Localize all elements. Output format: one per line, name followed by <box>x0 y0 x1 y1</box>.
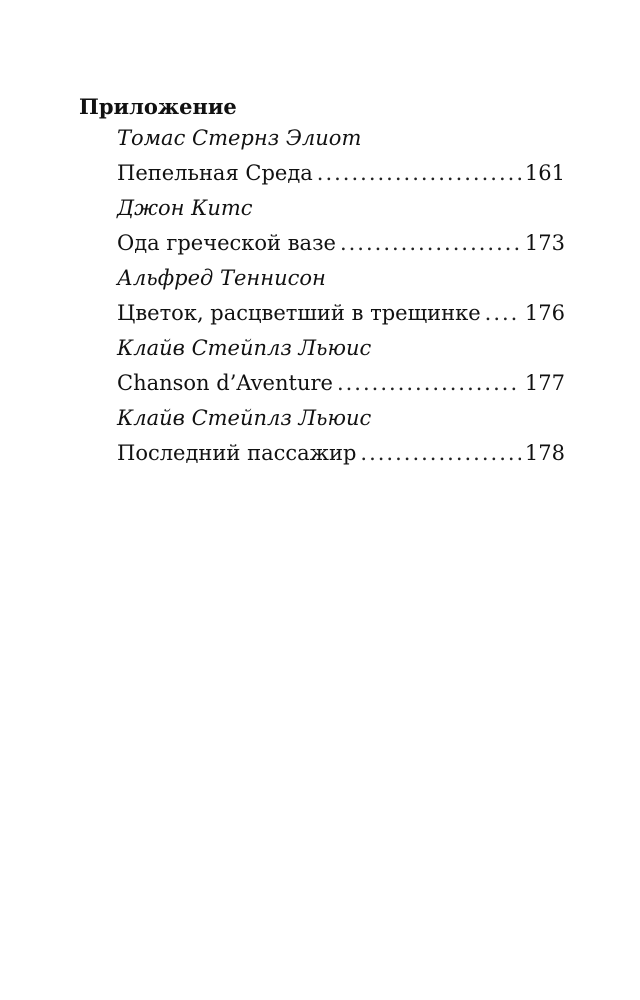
page-number: 173 <box>524 231 565 255</box>
toc-entry <box>79 194 565 257</box>
dot-leader <box>340 229 521 257</box>
toc-entry <box>79 264 565 327</box>
entry-title: Последний пассажир <box>117 441 357 465</box>
page-number: 177 <box>524 371 565 395</box>
entry-author: Клайв Стейплз Льюис <box>117 336 372 360</box>
entry-title: Цветок, расцветший в трещинке <box>117 301 481 325</box>
toc-row <box>117 159 565 187</box>
entry-author: Альфред Теннисон <box>117 266 326 290</box>
entry-title: Chanson d’Aventure <box>117 371 333 395</box>
section-heading: Приложение <box>79 94 237 119</box>
toc-row <box>117 369 565 397</box>
table-of-contents <box>79 92 565 474</box>
toc-entry <box>79 124 565 187</box>
entry-author: Клайв Стейплз Льюис <box>117 406 372 430</box>
toc-row <box>117 439 565 467</box>
entry-author: Джон Китс <box>117 196 253 220</box>
entry-author: Томас Стернз Элиот <box>117 126 362 150</box>
dot-leader <box>317 159 521 187</box>
toc-row <box>117 299 565 327</box>
toc-row <box>117 229 565 257</box>
entry-title: Пепельная Среда <box>117 161 313 185</box>
toc-entry <box>79 404 565 467</box>
entry-title: Ода греческой вазе <box>117 231 336 255</box>
page-number: 161 <box>524 161 565 185</box>
dot-leader <box>485 299 521 327</box>
page-number: 176 <box>524 301 565 325</box>
dot-leader <box>337 369 521 397</box>
toc-entry <box>79 334 565 397</box>
dot-leader <box>360 439 521 467</box>
page-number: 178 <box>524 441 565 465</box>
